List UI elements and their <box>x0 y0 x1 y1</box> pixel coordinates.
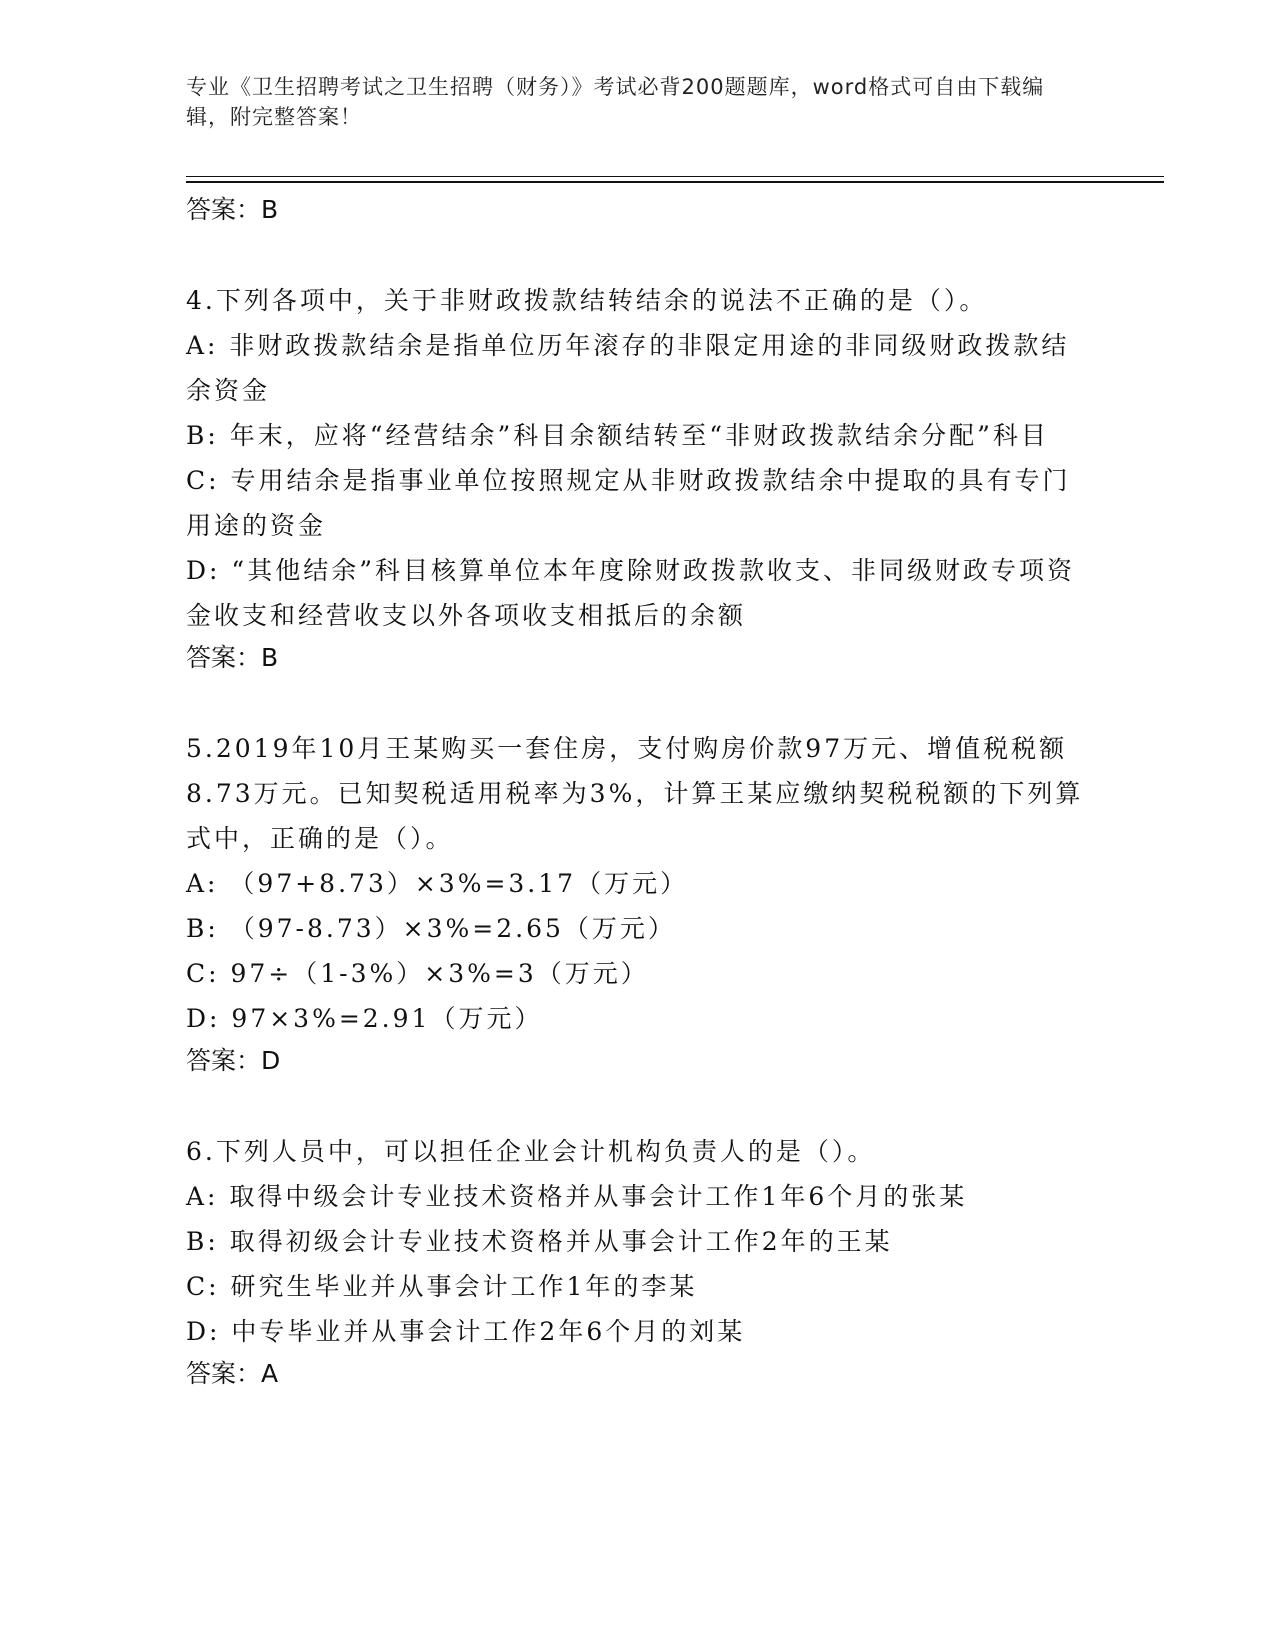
question-block <box>186 1129 1086 1394</box>
document-header: 专业《卫生招聘考试之卫生招聘（财务）》考试必背200题题库，word格式可自由下载编辑，附完整答案！ <box>186 75 1045 129</box>
option-b: B: 取得初级会计专业技术资格并从事会计工作2年的王某 <box>186 1227 893 1256</box>
answer-line: 答案：B <box>186 195 279 224</box>
option-d: D: 中专毕业并从事会计工作2年6个月的刘某 <box>186 1317 746 1346</box>
document-body <box>186 190 1086 1394</box>
answer-line: 答案：A <box>186 1359 279 1388</box>
option-a: A: 非财政拨款结余是指单位历年滚存的非限定用途的非同级财政拨款结余资金 <box>186 331 1070 405</box>
question-stem: 6.下列人员中，可以担任企业会计机构负责人的是（）。 <box>186 1137 876 1166</box>
option-c: C: 97÷（1-3%）×3%=3（万元） <box>186 959 649 988</box>
option-d: D: 97×3%=2.91（万元） <box>186 1004 543 1033</box>
question-block <box>186 278 1086 678</box>
answer-line: 答案：D <box>186 1046 281 1075</box>
header-rule-thick <box>186 181 1164 183</box>
question-stem: 5.2019年10月王某购买一套住房，支付购房价款97万元、增值税税额8.73万元。已知契税适用税率为3%，计算王某应缴纳契税税额的下列算式中，正确的是（）。 <box>186 734 1084 853</box>
option-a: A: 取得中级会计专业技术资格并从事会计工作1年6个月的张某 <box>186 1182 968 1211</box>
option-d: D: “其他结余”科目核算单位本年度除财政拨款收支、非同级财政专项资金收支和经营收支以外各项收支相抵后的余额 <box>186 556 1075 630</box>
option-c: C: 研究生毕业并从事会计工作1年的李某 <box>186 1272 698 1301</box>
option-b: B: 年末，应将“经营结余”科目余额结转至“非财政拨款结余分配”科目 <box>186 421 1049 450</box>
option-b: B: （97-8.73）×3%=2.65（万元） <box>186 914 676 943</box>
header-rule-thin <box>186 176 1164 177</box>
option-c: C: 专用结余是指事业单位按照规定从非财政拨款结余中提取的具有专门用途的资金 <box>186 466 1071 540</box>
answer-line: 答案：B <box>186 643 279 672</box>
option-a: A: （97+8.73）×3%=3.17（万元） <box>186 869 689 898</box>
question-stem: 4.下列各项中，关于非财政拨款结转结余的说法不正确的是（）。 <box>186 286 988 315</box>
question-block <box>186 726 1086 1081</box>
